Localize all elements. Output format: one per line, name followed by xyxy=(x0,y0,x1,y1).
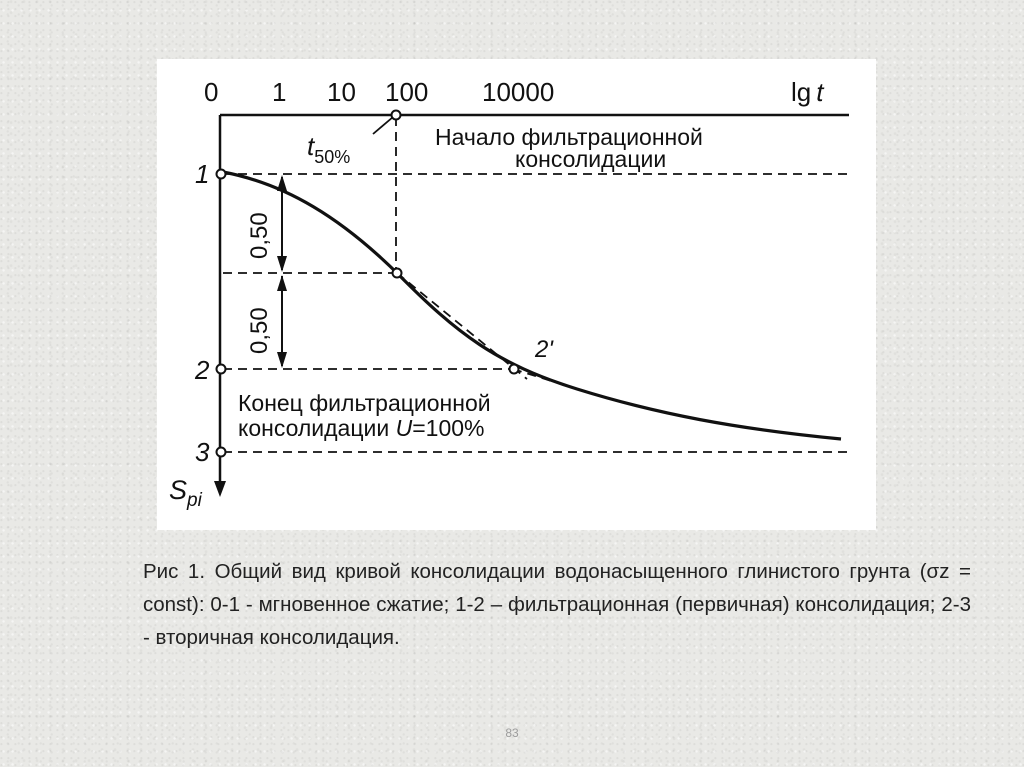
top-axis-tick: 1 xyxy=(272,77,287,107)
page-number: 83 xyxy=(505,726,519,740)
top-axis-tick: 10000 xyxy=(482,77,555,107)
t50-label xyxy=(307,131,350,167)
point-level-1 xyxy=(217,170,226,179)
half-consolidation-label-upper: 0,50 xyxy=(246,212,273,259)
arrowhead xyxy=(277,352,287,368)
point-2prime xyxy=(510,365,519,374)
point-2prime-label: 2' xyxy=(535,336,553,363)
figure-caption: Рис 1. Общий вид кривой консолидации водонасыщенного глинистого грунта (σz = const): 0-1 - мгновенное сжатие; 1-2 – фильтрационная (первичная) консолидация; 2-3 - вторичная консолидация. xyxy=(143,560,971,649)
top-axis-label xyxy=(791,77,825,107)
left-axis-label-main: S xyxy=(169,475,188,505)
t50-label-sub: 50% xyxy=(314,147,351,167)
annotation-end-line-2a: консолидации xyxy=(238,415,396,441)
top-axis-tick: 0 xyxy=(204,77,219,107)
figure-panel xyxy=(157,59,876,530)
left-axis-arrow xyxy=(214,481,226,497)
t50-label-main: t xyxy=(307,131,315,161)
top-axis-label-main: lg xyxy=(791,77,812,107)
level-label-3: 3 xyxy=(195,437,210,467)
top-axis-tick: 10 xyxy=(327,77,356,107)
arrowhead xyxy=(277,275,287,291)
annotation-start-line-2: консолидации xyxy=(515,146,667,172)
t50-leader-line xyxy=(373,117,393,134)
top-axis-tick: 100 xyxy=(385,77,429,107)
point-t50-curve xyxy=(393,269,402,278)
left-axis-label xyxy=(169,475,203,511)
annotation-end-line-2 xyxy=(238,415,485,441)
annotation-start-line-1: Начало фильтрационной xyxy=(435,124,703,150)
level-label-1: 1 xyxy=(195,159,210,189)
left-axis-label-sub: pi xyxy=(187,490,202,511)
point-level-3 xyxy=(217,448,226,457)
consolidation-curve-diagram xyxy=(157,59,876,530)
level-label-2: 2 xyxy=(195,355,210,385)
point-level-2 xyxy=(217,365,226,374)
tangent-line xyxy=(397,273,527,379)
top-axis-label-var: t xyxy=(816,77,824,107)
half-consolidation-label-lower: 0,50 xyxy=(246,307,273,354)
arrowhead xyxy=(277,256,287,272)
annotation-end-line-1: Конец фильтрационной xyxy=(238,390,491,416)
annotation-end-line-2b: =100% xyxy=(412,415,485,441)
annotation-end-var-u: U xyxy=(395,415,413,441)
